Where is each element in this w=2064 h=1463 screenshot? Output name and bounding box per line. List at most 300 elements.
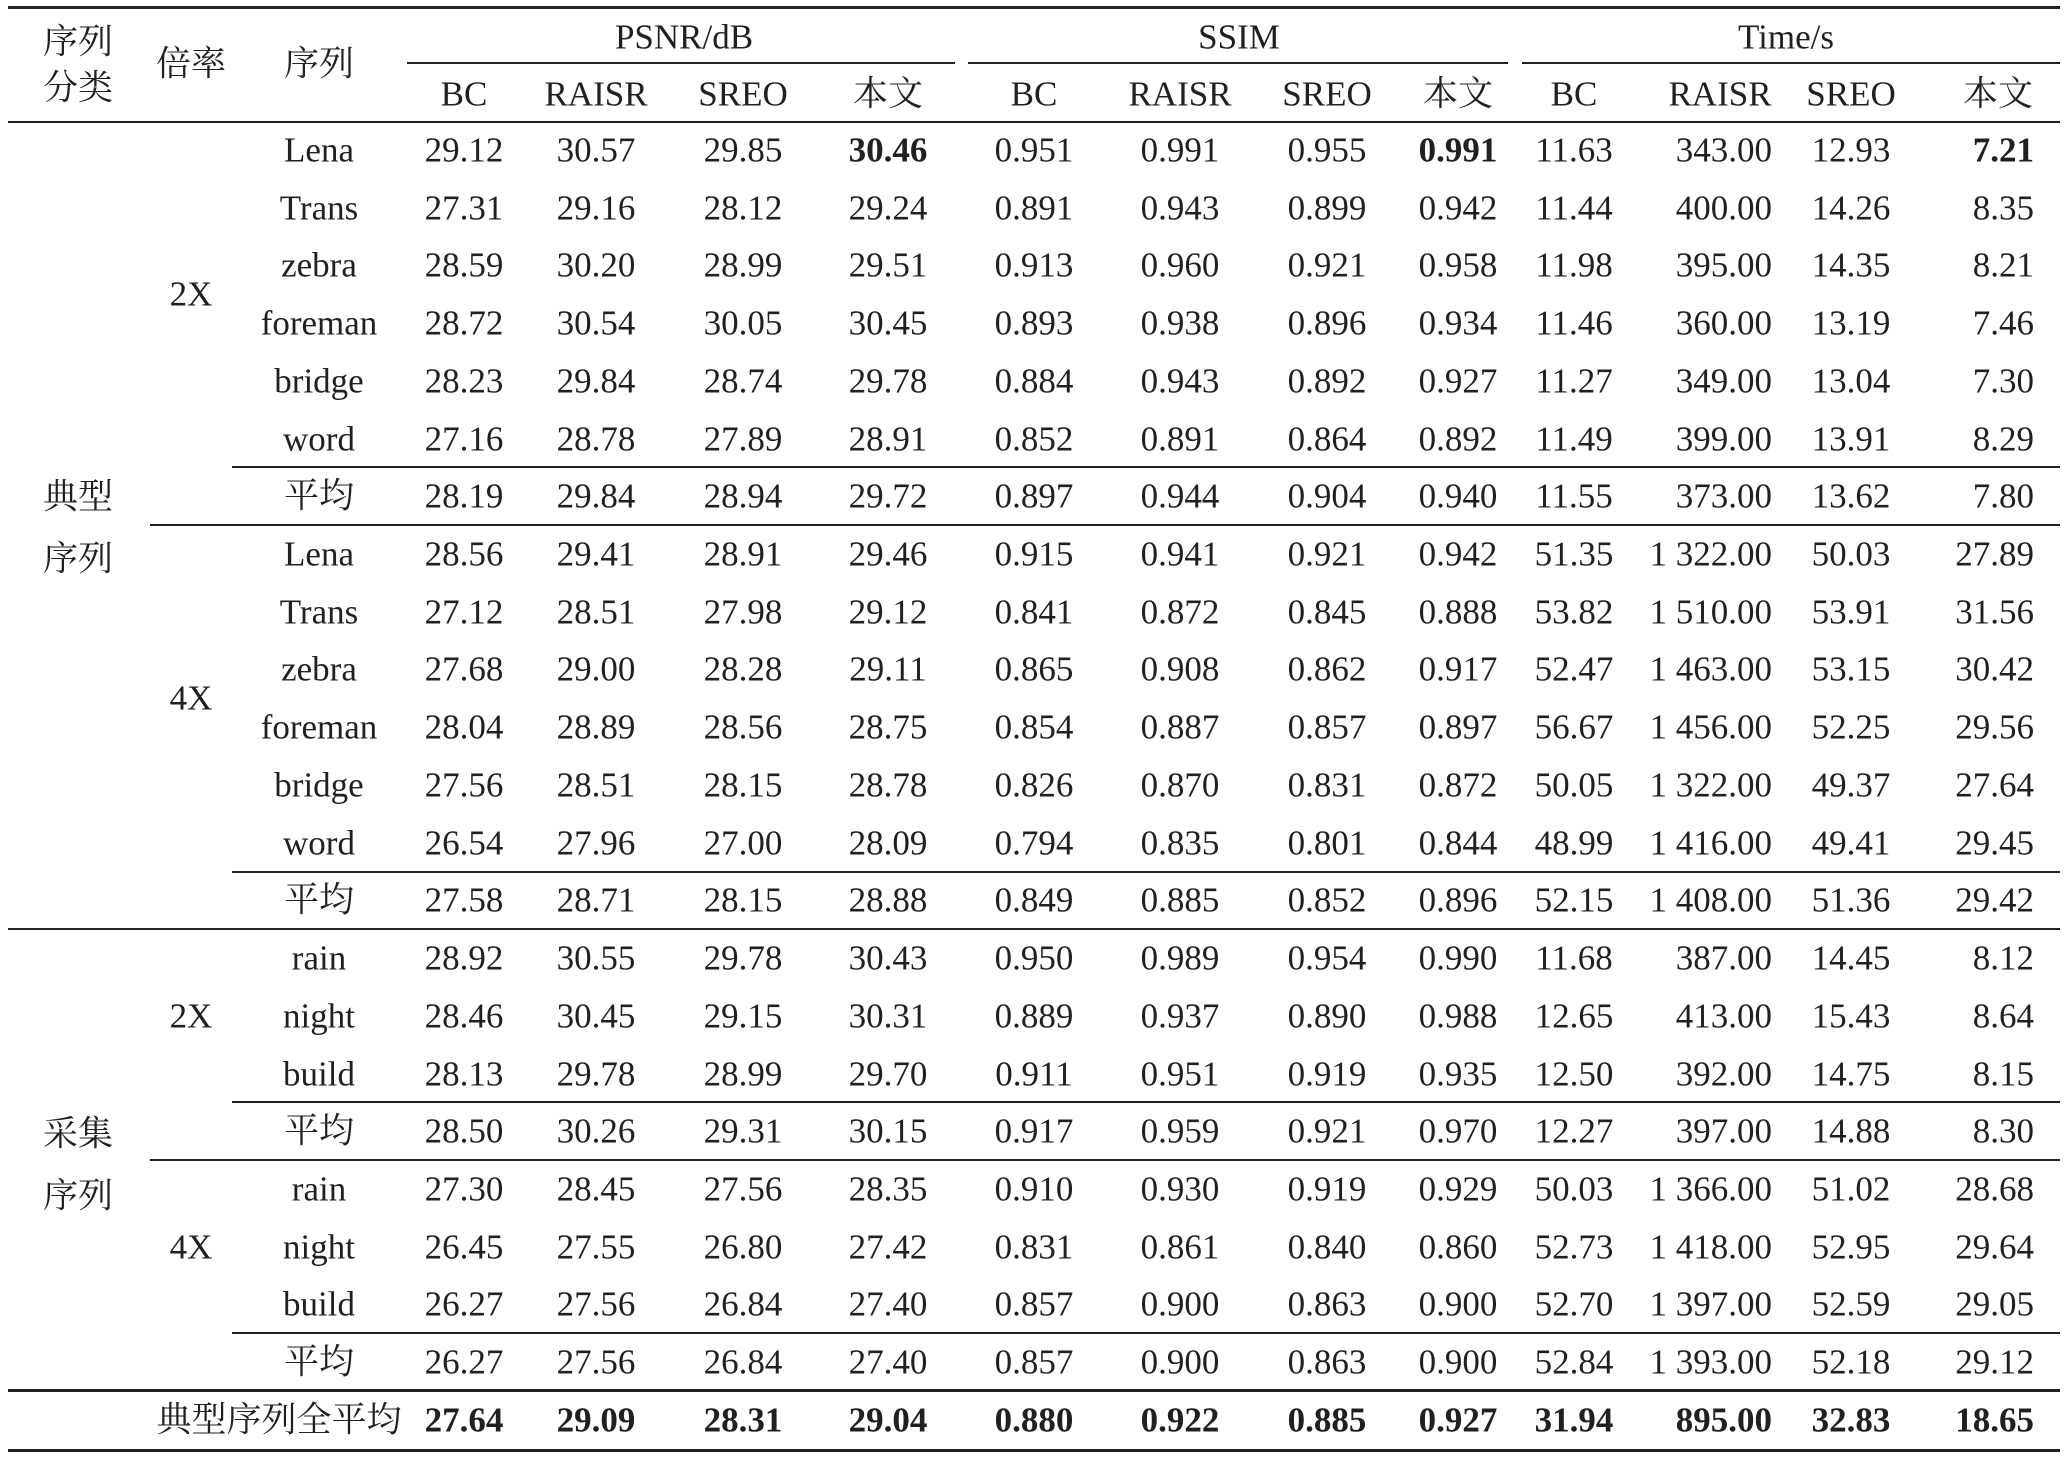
table-cell: 29.85 (703, 130, 783, 170)
header-scale: 倍率 (155, 44, 227, 84)
table-cell: 29.04 (848, 1400, 928, 1440)
table-cell: 26.80 (703, 1227, 783, 1267)
table-cell: 0.910 (994, 1169, 1074, 1209)
table-cell: 0.857 (994, 1284, 1074, 1324)
table-cell: 29.72 (848, 476, 928, 516)
table-cell: 11.98 (1535, 245, 1613, 285)
table-cell: 0.896 (1287, 303, 1367, 343)
table-cell: 0.988 (1418, 996, 1498, 1036)
table-cell: 395.00 (1675, 245, 1772, 285)
table-cell: 30.26 (556, 1111, 636, 1151)
table-cell: 28.19 (424, 476, 504, 516)
table-cell: 0.938 (1140, 303, 1220, 343)
table-cell: 52.84 (1534, 1342, 1614, 1382)
header-sequence: 序列 (283, 44, 355, 84)
table-cell: 0.904 (1287, 476, 1367, 516)
table-cell: 27.89 (703, 419, 783, 459)
table-cell: 8.21 (1972, 245, 2034, 285)
table-cell: 0.854 (994, 707, 1074, 747)
table-cell: 29.46 (848, 534, 928, 574)
table-cell: 0.887 (1140, 707, 1220, 747)
table-cell: 28.12 (703, 188, 783, 228)
table-cell: 0.917 (994, 1111, 1074, 1151)
table-cell: 1 322.00 (1649, 765, 1772, 805)
table-cell: 27.58 (424, 880, 504, 920)
table-cell: 27.56 (556, 1284, 636, 1324)
table-cell: 30.43 (848, 938, 928, 978)
table-cell: 28.31 (703, 1400, 783, 1440)
table-cell: 0.899 (1287, 188, 1367, 228)
table-cell: 1 510.00 (1649, 592, 1772, 632)
table-cell: 12.27 (1534, 1111, 1614, 1151)
table-cell: 0.944 (1140, 476, 1220, 516)
table-cell: 29.15 (703, 996, 783, 1036)
table-cell: 53.91 (1811, 592, 1891, 632)
table-cell: 0.919 (1287, 1169, 1367, 1209)
table-cell: 1 418.00 (1649, 1227, 1772, 1267)
table-cell: 0.937 (1140, 996, 1220, 1036)
overall-rule (8, 1389, 2060, 1392)
table-cell: 0.913 (994, 245, 1074, 285)
sequence-name: foreman (260, 303, 378, 343)
table-cell: 0.870 (1140, 765, 1220, 805)
table-cell: 0.934 (1418, 303, 1498, 343)
table-cell: 29.78 (703, 938, 783, 978)
table-cell: 0.940 (1418, 476, 1498, 516)
table-cell: 0.935 (1418, 1054, 1498, 1094)
table-cell: 28.71 (556, 880, 636, 920)
table-cell: 0.885 (1140, 880, 1220, 920)
table-cell: 1 463.00 (1649, 649, 1772, 689)
table-cell: 1 408.00 (1649, 880, 1772, 920)
table-cell: 0.900 (1418, 1284, 1498, 1324)
table-cell: 28.04 (424, 707, 504, 747)
sequence-name: night (283, 996, 355, 1036)
table-cell: 1 322.00 (1649, 534, 1772, 574)
table-cell: 0.864 (1287, 419, 1367, 459)
sequence-name: foreman (260, 707, 378, 747)
table-cell: 13.19 (1811, 303, 1891, 343)
table-cell: 29.70 (848, 1054, 928, 1094)
table-cell: 27.55 (556, 1227, 636, 1267)
scale-label: 2X (169, 996, 213, 1036)
table-cell: 28.51 (556, 765, 636, 805)
block-rule (150, 524, 2060, 526)
table-cell: 413.00 (1675, 996, 1772, 1036)
table-cell: 0.990 (1418, 938, 1498, 978)
table-cell: 0.927 (1418, 1400, 1498, 1440)
table-cell: 27.00 (703, 823, 783, 863)
table-cell: 56.67 (1534, 707, 1614, 747)
table-cell: 50.03 (1811, 534, 1891, 574)
table-cell: 29.12 (848, 592, 928, 632)
table-cell: 0.900 (1418, 1342, 1498, 1382)
table-cell: 1 366.00 (1649, 1169, 1772, 1209)
table-cell: 28.78 (556, 419, 636, 459)
table-cell: 0.915 (994, 534, 1074, 574)
table-cell: 30.45 (848, 303, 928, 343)
table-cell: 397.00 (1675, 1111, 1772, 1151)
table-cell: 29.12 (424, 130, 504, 170)
header-method: BC (440, 74, 488, 114)
table-cell: 0.891 (994, 188, 1074, 228)
average-label: 平均 (283, 880, 355, 920)
table-cell: 29.09 (556, 1400, 636, 1440)
table-cell: 29.84 (556, 476, 636, 516)
table-cell: 895.00 (1675, 1400, 1772, 1440)
table-cell: 0.862 (1287, 649, 1367, 689)
table-cell: 0.911 (995, 1054, 1073, 1094)
table-cell: 0.892 (1287, 361, 1367, 401)
table-cell: 28.15 (703, 880, 783, 920)
table-cell: 31.56 (1955, 592, 2034, 632)
header-method: 本文 (1962, 74, 2034, 114)
table-cell: 26.27 (424, 1342, 504, 1382)
category-rule (8, 928, 2060, 930)
table-cell: 53.82 (1534, 592, 1614, 632)
table-cell: 7.46 (1972, 303, 2034, 343)
table-cell: 27.64 (424, 1400, 504, 1440)
group-rule-psnr (407, 62, 955, 64)
scale-label: 4X (169, 1227, 213, 1267)
table-cell: 26.27 (424, 1284, 504, 1324)
table-cell: 29.12 (1955, 1342, 2034, 1382)
table-cell: 0.852 (994, 419, 1074, 459)
table-cell: 26.84 (703, 1342, 783, 1382)
table-cell: 52.25 (1811, 707, 1891, 747)
sequence-name: word (283, 823, 355, 863)
table-cell: 0.884 (994, 361, 1074, 401)
table-cell: 1 397.00 (1649, 1284, 1772, 1324)
table-cell: 0.942 (1418, 188, 1498, 228)
table-cell: 0.865 (994, 649, 1074, 689)
table-cell: 0.989 (1140, 938, 1220, 978)
table-cell: 0.921 (1287, 1111, 1367, 1151)
table-cell: 0.991 (1418, 130, 1498, 170)
table-cell: 0.958 (1418, 245, 1498, 285)
category-label: 序列 (42, 539, 114, 579)
table-cell: 0.831 (1287, 765, 1367, 805)
table-cell: 28.88 (848, 880, 928, 920)
table-cell: 28.72 (424, 303, 504, 343)
table-cell: 360.00 (1675, 303, 1772, 343)
table-cell: 0.831 (994, 1227, 1074, 1267)
table-cell: 48.99 (1534, 823, 1614, 863)
table-cell: 14.45 (1811, 938, 1891, 978)
sequence-name: Lena (284, 130, 354, 170)
table-cell: 28.23 (424, 361, 504, 401)
table-cell: 0.921 (1287, 534, 1367, 574)
table-cell: 0.888 (1418, 592, 1498, 632)
header-category: 序列 (42, 22, 114, 62)
header-method: RAISR (1668, 74, 1772, 114)
table-cell: 11.55 (1535, 476, 1613, 516)
table-cell: 31.94 (1534, 1400, 1614, 1440)
table-cell: 14.35 (1811, 245, 1891, 285)
table-cell: 8.29 (1972, 419, 2034, 459)
table-cell: 28.45 (556, 1169, 636, 1209)
table-cell: 8.35 (1972, 188, 2034, 228)
table-cell: 0.951 (1140, 1054, 1220, 1094)
table-cell: 12.50 (1534, 1054, 1614, 1094)
table-cell: 27.42 (848, 1227, 928, 1267)
table-cell: 0.880 (994, 1400, 1074, 1440)
category-label: 采集 (42, 1114, 114, 1154)
table-cell: 0.857 (994, 1342, 1074, 1382)
category-label: 典型 (42, 477, 114, 517)
table-cell: 27.30 (424, 1169, 504, 1209)
table-cell: 11.46 (1535, 303, 1613, 343)
table-cell: 0.892 (1418, 419, 1498, 459)
table-cell: 11.27 (1535, 361, 1613, 401)
table-cell: 0.929 (1418, 1169, 1498, 1209)
table-cell: 30.46 (848, 130, 928, 170)
table-cell: 52.18 (1811, 1342, 1891, 1382)
header-category: 分类 (42, 68, 114, 108)
table-cell: 30.57 (556, 130, 636, 170)
average-label: 平均 (283, 1342, 355, 1382)
table-cell: 28.15 (703, 765, 783, 805)
table-cell: 0.826 (994, 765, 1074, 805)
table-cell: 0.845 (1287, 592, 1367, 632)
block-rule (150, 1159, 2060, 1161)
table-cell: 0.849 (994, 880, 1074, 920)
table-cell: 29.24 (848, 188, 928, 228)
table-cell: 399.00 (1675, 419, 1772, 459)
table-cell: 52.73 (1534, 1227, 1614, 1267)
table-cell: 7.80 (1972, 476, 2034, 516)
table-cell: 28.09 (848, 823, 928, 863)
table-cell: 0.872 (1140, 592, 1220, 632)
header-method: SREO (1282, 74, 1372, 114)
table-cell: 0.896 (1418, 880, 1498, 920)
table-cell: 29.78 (848, 361, 928, 401)
sequence-name: zebra (281, 245, 357, 285)
table-cell: 0.942 (1418, 534, 1498, 574)
sequence-name: bridge (274, 361, 364, 401)
average-label: 平均 (283, 1111, 355, 1151)
table-cell: 0.889 (994, 996, 1074, 1036)
table-cell: 28.89 (556, 707, 636, 747)
table-cell: 26.84 (703, 1284, 783, 1324)
table-cell: 7.30 (1972, 361, 2034, 401)
group-rule-ssim (968, 62, 1508, 64)
table-cell: 30.55 (556, 938, 636, 978)
sequence-name: Trans (279, 188, 359, 228)
table-cell: 0.872 (1418, 765, 1498, 805)
table-cell: 0.941 (1140, 534, 1220, 574)
table-cell: 12.65 (1534, 996, 1614, 1036)
table-cell: 0.951 (994, 130, 1074, 170)
table-cell: 349.00 (1675, 361, 1772, 401)
header-method: BC (1550, 74, 1598, 114)
average-rule (232, 871, 2060, 873)
table-cell: 0.959 (1140, 1111, 1220, 1151)
table-cell: 343.00 (1675, 130, 1772, 170)
table-cell: 28.51 (556, 592, 636, 632)
table-cell: 30.42 (1955, 649, 2034, 689)
header-method: RAISR (544, 74, 648, 114)
table-cell: 28.99 (703, 1054, 783, 1094)
table-cell: 28.99 (703, 245, 783, 285)
table-cell: 0.919 (1287, 1054, 1367, 1094)
table-cell: 1 456.00 (1649, 707, 1772, 747)
table-cell: 0.970 (1418, 1111, 1498, 1151)
table-cell: 0.955 (1287, 130, 1367, 170)
sequence-name: build (283, 1284, 355, 1324)
table-cell: 14.88 (1811, 1111, 1891, 1151)
table-cell: 28.92 (424, 938, 504, 978)
sequence-name: build (283, 1054, 355, 1094)
table-cell: 1 393.00 (1649, 1342, 1772, 1382)
table-cell: 0.950 (994, 938, 1074, 978)
table-cell: 52.95 (1811, 1227, 1891, 1267)
header-method: RAISR (1128, 74, 1232, 114)
table-cell: 0.954 (1287, 938, 1367, 978)
average-rule (232, 466, 2060, 468)
table-cell: 0.861 (1140, 1227, 1220, 1267)
table-cell: 27.56 (556, 1342, 636, 1382)
sequence-name: zebra (281, 649, 357, 689)
table-cell: 0.927 (1418, 361, 1498, 401)
table-cell: 0.922 (1140, 1400, 1220, 1440)
header-group: Time/s (1738, 17, 1834, 57)
table-cell: 30.20 (556, 245, 636, 285)
sequence-name: rain (291, 938, 347, 978)
table-cell: 27.40 (848, 1342, 928, 1382)
sequence-name: Trans (279, 592, 359, 632)
table-cell: 51.02 (1811, 1169, 1891, 1209)
table-cell: 0.900 (1140, 1342, 1220, 1382)
table-cell: 29.51 (848, 245, 928, 285)
table-cell: 30.15 (848, 1111, 928, 1151)
table-cell: 51.35 (1534, 534, 1614, 574)
table-cell: 27.56 (424, 765, 504, 805)
table-cell: 0.908 (1140, 649, 1220, 689)
table-cell: 29.45 (1955, 823, 2034, 863)
average-rule (232, 1332, 2060, 1334)
table-cell: 28.46 (424, 996, 504, 1036)
table-cell: 49.41 (1811, 823, 1891, 863)
group-rule-time (1522, 62, 2060, 64)
table-cell: 387.00 (1675, 938, 1772, 978)
table-cell: 29.00 (556, 649, 636, 689)
table-cell: 52.59 (1811, 1284, 1891, 1324)
table-cell: 0.860 (1418, 1227, 1498, 1267)
table-cell: 29.84 (556, 361, 636, 401)
table-cell: 26.54 (424, 823, 504, 863)
table-cell: 27.68 (424, 649, 504, 689)
sequence-name: night (283, 1227, 355, 1267)
table-cell: 0.857 (1287, 707, 1367, 747)
table-cell: 0.852 (1287, 880, 1367, 920)
table-cell: 28.94 (703, 476, 783, 516)
table-cell: 53.15 (1811, 649, 1891, 689)
table-cell: 0.863 (1287, 1284, 1367, 1324)
table-cell: 28.78 (848, 765, 928, 805)
table-cell: 27.16 (424, 419, 504, 459)
table-cell: 30.54 (556, 303, 636, 343)
table-cell: 15.43 (1811, 996, 1891, 1036)
table-cell: 0.841 (994, 592, 1074, 632)
table-cell: 8.15 (1972, 1054, 2034, 1094)
table-cell: 29.42 (1955, 880, 2034, 920)
table-cell: 30.31 (848, 996, 928, 1036)
table-cell: 28.50 (424, 1111, 504, 1151)
table-cell: 27.40 (848, 1284, 928, 1324)
table-cell: 52.15 (1534, 880, 1614, 920)
header-method: BC (1010, 74, 1058, 114)
table-cell: 14.26 (1811, 188, 1891, 228)
table-cell: 29.16 (556, 188, 636, 228)
table-cell: 1 416.00 (1649, 823, 1772, 863)
scale-label: 4X (169, 678, 213, 718)
table-cell: 27.31 (424, 188, 504, 228)
table-cell: 49.37 (1811, 765, 1891, 805)
table-cell: 29.64 (1955, 1227, 2034, 1267)
table-cell: 50.03 (1534, 1169, 1614, 1209)
header-method: 本文 (852, 74, 924, 114)
table-cell: 0.897 (994, 476, 1074, 516)
sequence-name: bridge (274, 765, 364, 805)
table-cell: 8.12 (1972, 938, 2034, 978)
table-cell: 29.41 (556, 534, 636, 574)
table-cell: 28.91 (848, 419, 928, 459)
table-cell: 28.35 (848, 1169, 928, 1209)
table-cell: 13.62 (1811, 476, 1891, 516)
table-cell: 28.13 (424, 1054, 504, 1094)
table-cell: 0.893 (994, 303, 1074, 343)
table-cell: 11.68 (1535, 938, 1613, 978)
table-cell: 14.75 (1811, 1054, 1891, 1094)
table-cell: 0.921 (1287, 245, 1367, 285)
header-rule (8, 121, 2060, 123)
table-cell: 0.844 (1418, 823, 1498, 863)
table-cell: 30.45 (556, 996, 636, 1036)
bottom-rule (8, 1449, 2060, 1452)
header-method: 本文 (1422, 74, 1494, 114)
table-cell: 392.00 (1675, 1054, 1772, 1094)
table-cell: 373.00 (1675, 476, 1772, 516)
table-cell: 28.91 (703, 534, 783, 574)
header-method: SREO (1806, 74, 1896, 114)
average-rule (232, 1101, 2060, 1103)
table-cell: 51.36 (1811, 880, 1891, 920)
table-cell: 7.21 (1972, 130, 2034, 170)
table-cell: 27.89 (1955, 534, 2034, 574)
table-cell: 0.890 (1287, 996, 1367, 1036)
table-cell: 0.835 (1140, 823, 1220, 863)
table-cell: 0.794 (994, 823, 1074, 863)
table-cell: 0.943 (1140, 188, 1220, 228)
table-cell: 0.900 (1140, 1284, 1220, 1324)
table-cell: 12.93 (1811, 130, 1891, 170)
sequence-name: rain (291, 1169, 347, 1209)
table-cell: 0.891 (1140, 419, 1220, 459)
table-cell: 28.28 (703, 649, 783, 689)
table-cell: 11.63 (1535, 130, 1613, 170)
category-label: 序列 (42, 1176, 114, 1216)
table-cell: 29.56 (1955, 707, 2034, 747)
table-cell: 28.75 (848, 707, 928, 747)
table-cell: 27.56 (703, 1169, 783, 1209)
table-cell: 29.31 (703, 1111, 783, 1151)
table-cell: 27.64 (1955, 765, 2034, 805)
sequence-name: Lena (284, 534, 354, 574)
average-label: 平均 (283, 476, 355, 516)
table-cell: 11.44 (1535, 188, 1613, 228)
table-cell: 29.11 (849, 649, 927, 689)
